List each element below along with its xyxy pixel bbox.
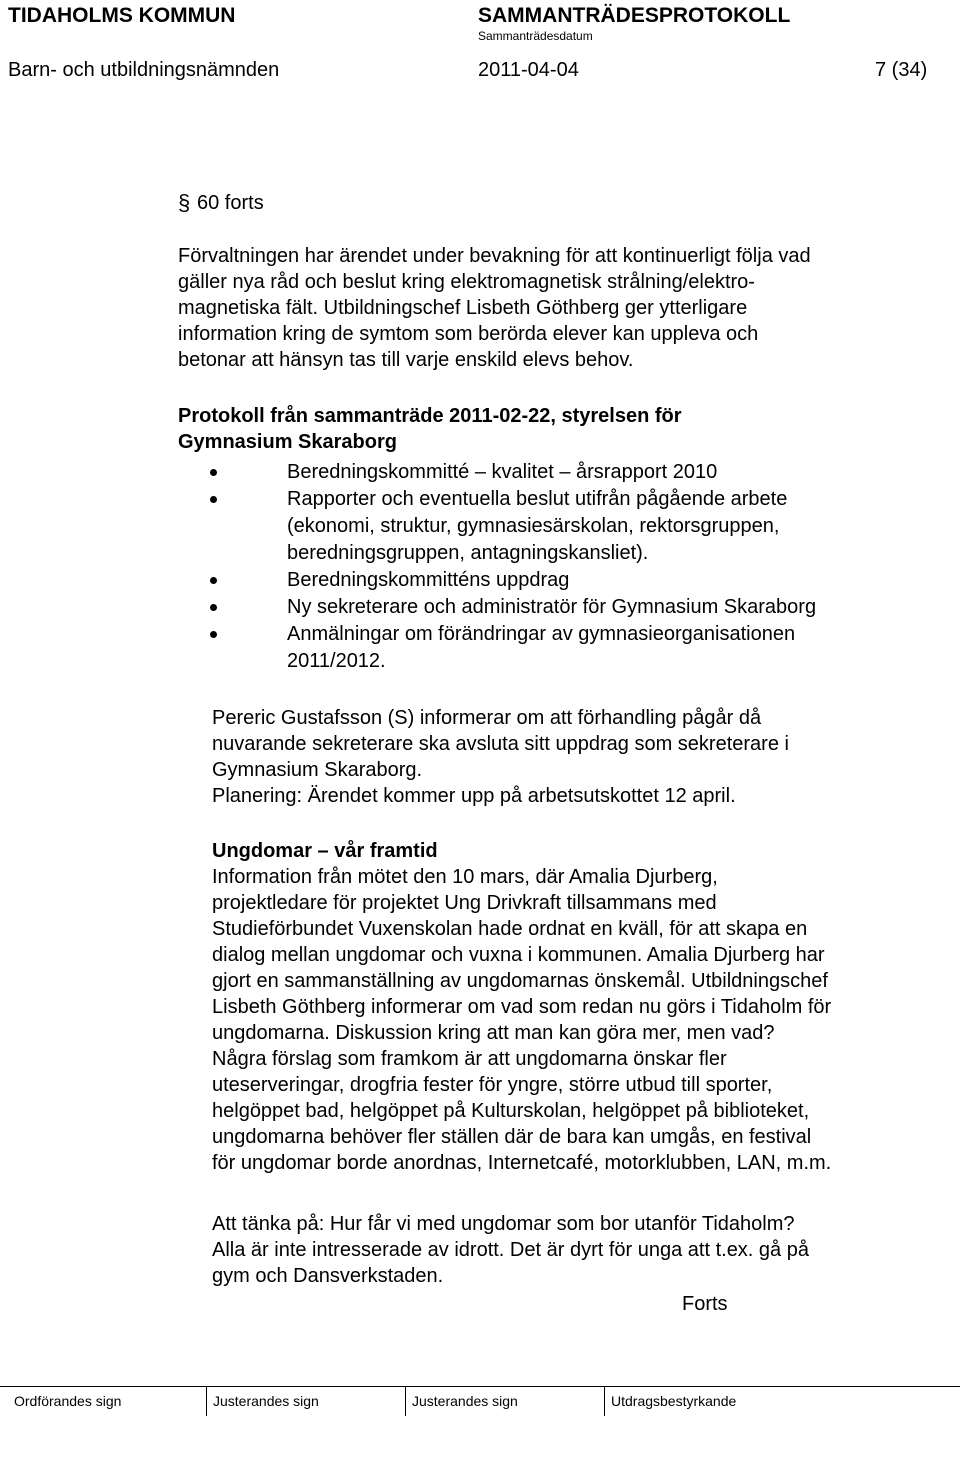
adjuster-signature-box-2: Justerandes sign <box>405 1386 603 1416</box>
bullet-icon <box>210 577 217 584</box>
youth-heading: Ungdomar – vår framtid <box>212 840 438 862</box>
protocol-heading: Protokoll från sammanträde 2011-02-22, styrelsen för Gymnasium Skaraborg <box>178 405 682 453</box>
municipality-name: TIDAHOLMS KOMMUN <box>8 4 236 27</box>
list-item-text: Ny sekreterare och administratör för Gymnasium Skaraborg <box>287 596 817 618</box>
list-item <box>210 567 816 594</box>
list-item-text: Beredningskommitté – kvalitet – årsrapport 2010 <box>287 461 718 483</box>
bullet-icon <box>210 469 217 476</box>
list-item <box>210 594 816 621</box>
bullet-icon <box>210 604 217 611</box>
bullet-icon <box>210 631 217 638</box>
section-sign-icon <box>178 192 192 214</box>
section-number: 60 forts <box>197 192 264 214</box>
think-paragraph: Att tänka på: Hur får vi med ungdomar som bor utanför Tidaholm? Alla är inte intresserade av idrott. Det är dyrt för unga att t.ex. gå på gym och Dansverkstaden. <box>212 1213 809 1287</box>
continued-label: Forts <box>682 1293 728 1315</box>
svg-text:§: § <box>178 192 191 214</box>
date-label: Sammanträdesdatum <box>478 29 593 43</box>
adjuster-signature-box-1: Justerandes sign <box>206 1386 404 1416</box>
list-item-text: Rapporter och eventuella beslut utifrån pågående arbete (ekonomi, struktur, gymnasiesärskolan, rektorsgruppen, beredningsgruppen, antagningskansliet). <box>287 488 788 564</box>
pereric-paragraph: Pereric Gustafsson (S) informerar om att förhandling pågår då nuvarande sekreterare ska avsluta sitt uppdrag som sekreterare i Gymnasium Skaraborg. Planering: Ärendet kommer upp på arbetsutskottet 12 april. <box>212 707 789 807</box>
list-item <box>210 486 816 567</box>
document-type: SAMMANTRÄDESPROTOKOLL <box>478 4 791 27</box>
intro-paragraph: Förvaltningen har ärendet under bevakning för att kontinuerligt följa vad gäller nya råd och beslut kring elektromagnetisk strålning/elektro- magnetiska fält. Utbildningschef Lisbeth Göthberg ger ytterligare information kring de symtom som berörda elever kan uppleva och betonar att hänsyn tas till varje enskild elevs behov. <box>178 245 811 371</box>
meeting-date: 2011-04-04 <box>478 59 579 81</box>
list-item <box>210 459 816 486</box>
extract-certification-box: Utdragsbestyrkande <box>604 1386 804 1416</box>
bullet-icon <box>210 496 217 503</box>
list-item-text: Beredningskommitténs uppdrag <box>287 569 570 591</box>
committee-name: Barn- och utbildningsnämnden <box>8 59 280 81</box>
list-item-text: Anmälningar om förändringar av gymnasieorganisationen 2011/2012. <box>287 623 796 672</box>
page-number: 7 (34) <box>875 59 928 81</box>
chair-signature-box: Ordförandes sign <box>14 1393 122 1409</box>
agenda-bullet-list <box>210 459 816 675</box>
youth-paragraph: Information från mötet den 10 mars, där Amalia Djurberg, projektledare för projektet Ung Drivkraft tillsammans med Studieförbundet Vuxenskolan hade ordnat en kväll, för att skapa en dialog mellan ungdomar och vuxna i kommunen. Amalia Djurberg har gjort en sammanställning av ungdomarnas önskemål. Utbildningschef Lisbeth Göthberg informerar om vad som redan nu görs i Tidaholm för ungdomarna. Diskussion kring att man kan göra mer, men vad? Några förslag som framkom är att ungdomarna önskar fler uteserveringar, drogfria fester för yngre, större utbud till sporter, helgöppet bad, helgöppet på Kulturskolan, helgöppet på biblioteket, ungdomarna behöver fler ställen där de bara kan umgås, en festival för ungdomar borde anordnas, Internetcafé, motorklubben, LAN, m.m. <box>212 866 832 1174</box>
list-item <box>210 621 816 675</box>
